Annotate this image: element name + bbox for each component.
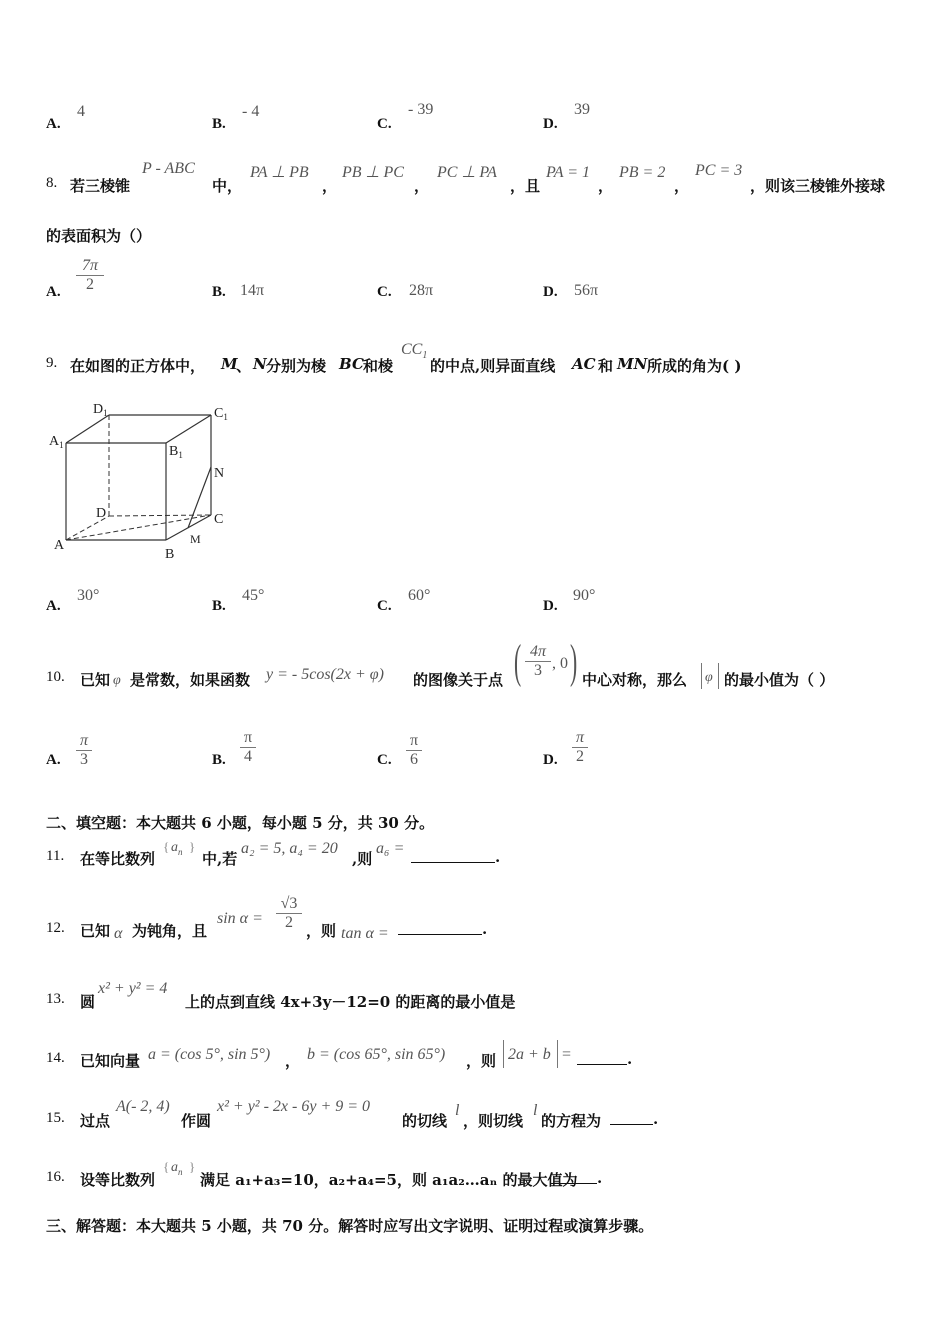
question-text: 所成的角为( ) (647, 357, 742, 375)
question-text: 过点 (80, 1112, 111, 1130)
math-var: N (253, 355, 267, 373)
vertex-label-c1: $C_1$ (214, 406, 228, 422)
question-text: ，则该三棱锥外接球 (750, 177, 886, 195)
option-label: A. (46, 116, 61, 132)
question-text: ， (285, 1052, 301, 1070)
option-label: B. (212, 598, 226, 614)
edge-name: CC (401, 341, 423, 358)
paren-left-icon: ( (514, 635, 522, 688)
math-var: AC (572, 355, 596, 373)
question-number: 15. (46, 1110, 65, 1126)
option-value: 28π (409, 282, 434, 299)
option-value: 90° (573, 587, 596, 604)
math-expr: b = (cos 65°, sin 65°) (307, 1046, 446, 1063)
question-text: 中， (212, 177, 243, 195)
question-text: 作圆 (181, 1112, 212, 1130)
math-var: $a_n$ (171, 1160, 183, 1177)
option-value: 45° (242, 587, 265, 604)
option-value: 14π (240, 282, 265, 299)
option-label: D. (543, 284, 558, 300)
question-text: ，则 (306, 922, 337, 940)
math-expr: PC = 3 (695, 162, 743, 179)
math-expr (401, 341, 427, 361)
option-label: B. (212, 284, 226, 300)
math-var: M (221, 355, 238, 373)
option-value: - 39 (408, 101, 434, 118)
answer-blank[interactable] (610, 1109, 653, 1125)
question-number: 16. (46, 1169, 65, 1185)
question-text: 和棱 (363, 357, 394, 375)
question-number: 13. (46, 991, 65, 1007)
question-text: 圆 (80, 993, 96, 1011)
option-value: - 4 (242, 103, 260, 120)
option-label: A. (46, 598, 61, 614)
question-number: 14. (46, 1050, 65, 1066)
fraction-denominator: 4 (240, 747, 256, 766)
fraction-denominator: 3 (525, 661, 551, 680)
option-label: C. (377, 116, 392, 132)
answer-blank[interactable] (398, 919, 482, 935)
math-expr: a₂ = 5, a₄ = 20 (241, 840, 338, 857)
option-label: A. (46, 752, 61, 768)
math-expr: x² + y² = 4 (98, 980, 168, 997)
question-text: ，且 (510, 177, 541, 195)
math-expr: x² + y² - 2x - 6y + 9 = 0 (217, 1098, 371, 1115)
point-label-n: N (214, 466, 225, 481)
answer-blank[interactable] (551, 1168, 597, 1184)
fraction-denominator: 6 (406, 750, 422, 769)
brace-right-icon: } (189, 839, 196, 854)
question-text: 中心对称，那么 (582, 671, 688, 689)
fraction-numerator: 4π (529, 643, 546, 660)
fraction-denominator: 2 (572, 747, 588, 766)
abs-bar-icon (557, 1040, 558, 1068)
question-text: ， (598, 177, 614, 195)
option-fraction (406, 732, 422, 769)
answer-blank[interactable] (411, 847, 495, 863)
question-text: 已知向量 (80, 1052, 141, 1070)
math-expr: PA = 1 (546, 164, 590, 181)
question-text: 中,若 (202, 850, 238, 868)
vertex-label-b1: $B_1$ (169, 444, 183, 460)
fraction-numerator: π (575, 729, 584, 746)
paren-right-icon: ) (570, 635, 578, 688)
question-text: . (495, 848, 501, 866)
math-var: φ (113, 673, 121, 688)
math-var: MN (617, 355, 648, 373)
sin-fraction (276, 895, 302, 932)
option-label: D. (543, 752, 558, 768)
question-number: 10. (46, 669, 65, 685)
question-text: 满足 a₁+a₃=10，a₂+a₄=5，则 a₁a₂…aₙ 的最大值为 (200, 1171, 578, 1189)
question-text: 为钝角，且 (132, 922, 208, 940)
cube-figure (44, 395, 244, 565)
question-text: . (627, 1050, 633, 1068)
math-var: α (114, 925, 123, 942)
question-text: 的切线 (402, 1112, 448, 1130)
question-text: ，则切线 (463, 1112, 524, 1130)
abs-bar-icon (718, 663, 719, 689)
math-expr: P - ABC (142, 160, 195, 177)
fraction-denominator: 2 (276, 913, 302, 932)
question-text: . (482, 920, 488, 938)
question-text: ， (674, 177, 690, 195)
answer-blank[interactable] (577, 1049, 627, 1065)
question-text: ， (322, 177, 338, 195)
math-expr: tan α = (341, 925, 389, 942)
math-expr: a = (cos 5°, sin 5°) (148, 1046, 271, 1063)
option-value: 39 (574, 101, 590, 118)
fraction-numerator: π (243, 729, 253, 746)
option-value: 4 (77, 103, 85, 120)
question-text: ，则 (466, 1052, 497, 1070)
question-text: 的最小值为（ ） (724, 671, 835, 689)
math-expr: PC ⊥ PA (437, 164, 497, 181)
fraction-denominator: 2 (76, 275, 104, 294)
fraction-numerator: π (409, 732, 419, 749)
math-expr: , 0 (552, 655, 568, 672)
option-value: 30° (77, 587, 100, 604)
question-text: . (597, 1169, 603, 1187)
option-label: B. (212, 116, 226, 132)
question-text: 和 (598, 357, 614, 375)
math-expr: y = - 5cos(2x + φ) (266, 666, 384, 683)
math-expr: a₆ = (376, 840, 405, 857)
vertex-label-d1: $D_1$ (93, 402, 108, 418)
fraction-denominator: 3 (76, 750, 92, 769)
question-text: . (653, 1110, 659, 1128)
abs-bar-icon (701, 663, 702, 689)
option-label: D. (543, 598, 558, 614)
brace-left-icon: { (163, 839, 170, 854)
math-expr: PA ⊥ PB (250, 164, 309, 181)
vertex-label-a1: $A_1$ (49, 434, 64, 450)
section-heading: 二、填空题：本大题共 6 小题，每小题 5 分，共 30 分。 (46, 814, 435, 832)
brace-right-icon: } (189, 1159, 196, 1174)
math-var: l (533, 1102, 538, 1119)
question-text: 的中点,则异面直线 (430, 357, 556, 375)
question-text: 的表面积为（） (46, 227, 152, 245)
vertex-label-d: D (96, 506, 107, 521)
question-text: 是常数，如果函数 (130, 671, 251, 689)
math-expr: PB ⊥ PC (342, 164, 404, 181)
math-expr: PB = 2 (619, 164, 666, 181)
question-text: 若三棱锥 (70, 177, 131, 195)
vertex-label-b: B (165, 547, 175, 562)
question-text: 设等比数列 (80, 1171, 156, 1189)
option-label: B. (212, 752, 226, 768)
question-number: 11. (46, 848, 65, 864)
question-text: 已知 (80, 671, 111, 689)
option-value: 60° (408, 587, 431, 604)
question-text: 的方程为 (541, 1112, 602, 1130)
question-text: 上的点到直线 4x+3y－12=0 的距离的最小值是 (185, 993, 516, 1011)
question-text: ,则 (352, 850, 373, 868)
edge-subscript: 1 (422, 350, 428, 362)
fraction-numerator: π (79, 732, 88, 749)
math-expr: sin α = (217, 910, 263, 927)
math-var: BC (339, 355, 364, 373)
fraction-numerator: √3 (280, 895, 298, 912)
question-text: 、 (236, 357, 252, 375)
math-var: l (455, 1102, 460, 1119)
math-var: φ (705, 670, 713, 685)
question-text: 在等比数列 (80, 850, 156, 868)
question-text: 在如图的正方体中， (70, 357, 206, 375)
option-value: 56π (574, 282, 599, 299)
option-fraction (76, 732, 92, 769)
point-label-m: M (190, 532, 201, 546)
option-label: D. (543, 116, 558, 132)
option-label: A. (46, 284, 61, 300)
option-fraction (76, 257, 104, 294)
math-var: $a_n$ (171, 840, 183, 857)
point-fraction (525, 643, 551, 680)
question-text: 已知 (80, 922, 111, 940)
math-expr: A(- 2, 4) (116, 1098, 170, 1115)
vertex-label-c: C (214, 512, 224, 527)
math-expr: = (562, 1046, 572, 1063)
abs-bar-icon (503, 1040, 504, 1068)
option-fraction (240, 729, 256, 766)
question-text: ， (414, 177, 430, 195)
question-number: 8. (46, 175, 58, 191)
fraction-numerator: 7π (81, 257, 98, 274)
question-number: 12. (46, 920, 65, 936)
option-label: C. (377, 752, 392, 768)
math-expr: 2a + b (508, 1046, 551, 1063)
option-label: C. (377, 598, 392, 614)
option-label: C. (377, 284, 392, 300)
vertex-label-a: A (54, 538, 65, 553)
section-heading: 三、解答题：本大题共 5 小题，共 70 分。解答时应写出文字说明、证明过程或演算步骤。 (46, 1217, 654, 1235)
brace-left-icon: { (163, 1159, 170, 1174)
question-number: 9. (46, 355, 58, 371)
question-text: 分别为棱 (266, 357, 327, 375)
question-text: 的图像关于点 (413, 671, 504, 689)
option-fraction (572, 729, 588, 766)
